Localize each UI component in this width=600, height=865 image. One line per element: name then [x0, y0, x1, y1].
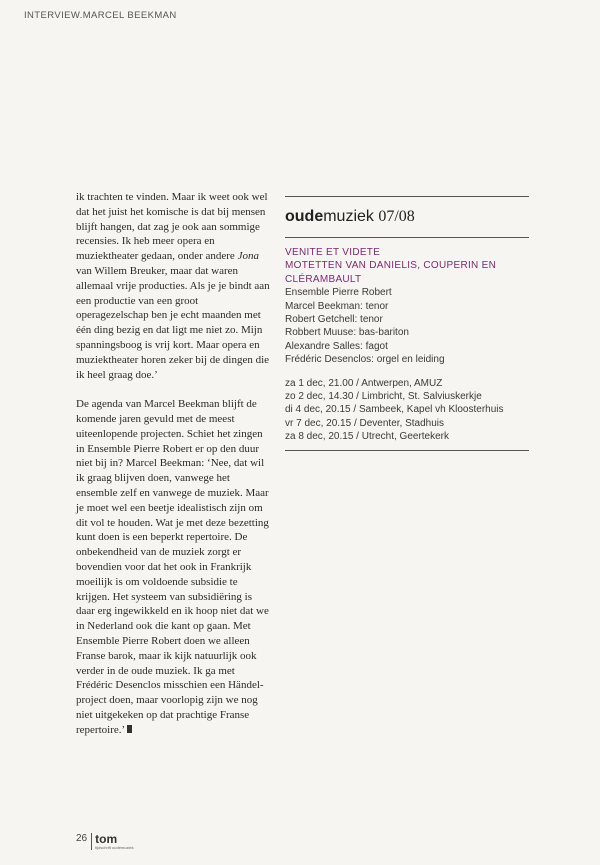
box-title-rest: muziek	[323, 208, 374, 225]
concert-place: Antwerpen, AMUZ	[361, 377, 443, 389]
body-paragraph	[76, 190, 272, 382]
italic-title: Jona	[237, 250, 259, 263]
concert-date-line: zo 2 dec, 14.30 / Limbricht, St. Salviuskerkje	[285, 391, 482, 403]
logo-subtitle: tijdschrift oudemuziek	[95, 845, 134, 850]
performer-line: Ensemble Pierre Robert	[285, 287, 392, 299]
header-separator: .	[79, 10, 83, 21]
paragraph-text: ik trachten te vinden. Maar ik weet ook wel dat het juist het komische is dat bij mensen blijft hangen, dat zag je ook aan sommige recensies. Ik heb meer opera en muziektheater gedaan, onder andere	[76, 191, 268, 263]
concert-day: zo 2 dec,	[285, 391, 326, 403]
end-of-article-mark	[127, 725, 132, 733]
page-footer	[76, 833, 134, 850]
paragraph-text: van Willem Breuker, maar dat waren allemaal vrije producties. Als je je bindt aan een productie van een groot operagezelschap ben je echt maanden met één ding bezig en dat ligt me niet zo. Mijn spanningsboog is vrij kort. Maar opera en muziektheater horen zeker bij de dingen die ik heel graag doe.’	[76, 264, 270, 381]
performer-line: Robert Getchell: tenor	[285, 314, 383, 326]
page-number: 26	[76, 833, 88, 844]
concert-place: Deventer, Stadhuis	[359, 417, 445, 429]
concert-day: vr 7 dec,	[285, 417, 324, 429]
performer-line: Robbert Muuse: bas-bariton	[285, 327, 409, 339]
magazine-logo	[91, 833, 133, 850]
concert-place: Limbricht, St. Salviuskerkje	[361, 391, 482, 403]
concert-place: Sambeek, Kapel vh Kloosterhuis	[358, 404, 504, 416]
performer-line: Alexandre Salles: fagot	[285, 340, 388, 352]
box-title-issue: 07/08	[378, 208, 415, 225]
performer-line: Marcel Beekman: tenor	[285, 300, 389, 312]
box-title-bold: oude	[285, 208, 324, 225]
box-top-rule	[285, 196, 529, 197]
body-paragraph	[76, 397, 272, 737]
work-title: VENITE ET VIDETE	[285, 247, 381, 258]
article-body	[76, 190, 272, 752]
concert-date-line: vr 7 dec, 20.15 / Deventer, Stadhuis	[285, 417, 445, 429]
concert-day: za 1 dec,	[285, 377, 326, 389]
concert-date-line: di 4 dec, 20.15 / Sambeek, Kapel vh Kloosterhuis	[285, 404, 504, 416]
concert-date-line: za 8 dec, 20.15 / Utrecht, Geertekerk	[285, 431, 450, 443]
header-subject: MARCEL BEEKMAN	[82, 10, 177, 21]
concert-place: Utrecht, Geertekerk	[361, 431, 450, 443]
concert-day: za 8 dec,	[285, 431, 326, 443]
concert-date-line: za 1 dec, 21.00 / Antwerpen, AMUZ	[285, 377, 443, 389]
concert-info-box	[285, 196, 529, 451]
concert-time: 20.15	[328, 431, 354, 443]
concert-dates	[285, 377, 529, 444]
concert-time: 20.15	[326, 417, 352, 429]
work-subtitle: MOTETTEN VAN DANIELIS, COUPERIN EN CLÉRAMBAULT	[285, 260, 497, 285]
concert-time: 20.15	[325, 404, 351, 416]
paragraph-text: De agenda van Marcel Beekman blijft de komende jaren gevuld met de meest uiteenlopende projecten. Schiet het zingen in Ensemble Pierre Robert er op den duur niet bij in? Marcel Beekman: ‘Nee, dat wil ik graag blijven doen, vanwege het ensemble zelf en vanwege de muziek. Maar je moet wel een beetje idealistisch zijn om dit vol te houden. Wat je met deze bezetting kunt doen is een beperkt repertoire. De onbekendheid van de muziek zorgt er bovendien voor dat het ook in Frankrijk moeilijk is om voldoende subsidie te krijgen. Het systeem van subsidiëring is daar erg ingewikkeld en ik hoop niet dat we in Nederland ook die kant op gaan. Met Ensemble Pierre Robert doen we alleen Franse barok, maar ik kijk natuurlijk ook verder in de oude muziek. Ik ga met Frédéric Desenclos misschien een Händel-project doen, maar voorlopig zijn we nog niet uitgekeken op dat prachtige Franse repertoire.’	[76, 398, 269, 736]
concert-time: 14.30	[328, 391, 354, 403]
box-title	[285, 207, 529, 227]
concert-day: di 4 dec,	[285, 404, 323, 416]
header-section: INTERVIEW	[24, 10, 80, 21]
performer-line: Frédéric Desenclos: orgel en leiding	[285, 354, 445, 366]
performer-list	[285, 286, 529, 366]
concert-time: 21.00	[328, 377, 354, 389]
logo-word: tom	[95, 832, 118, 846]
box-bottom-rule	[285, 450, 529, 451]
running-header	[24, 10, 177, 21]
